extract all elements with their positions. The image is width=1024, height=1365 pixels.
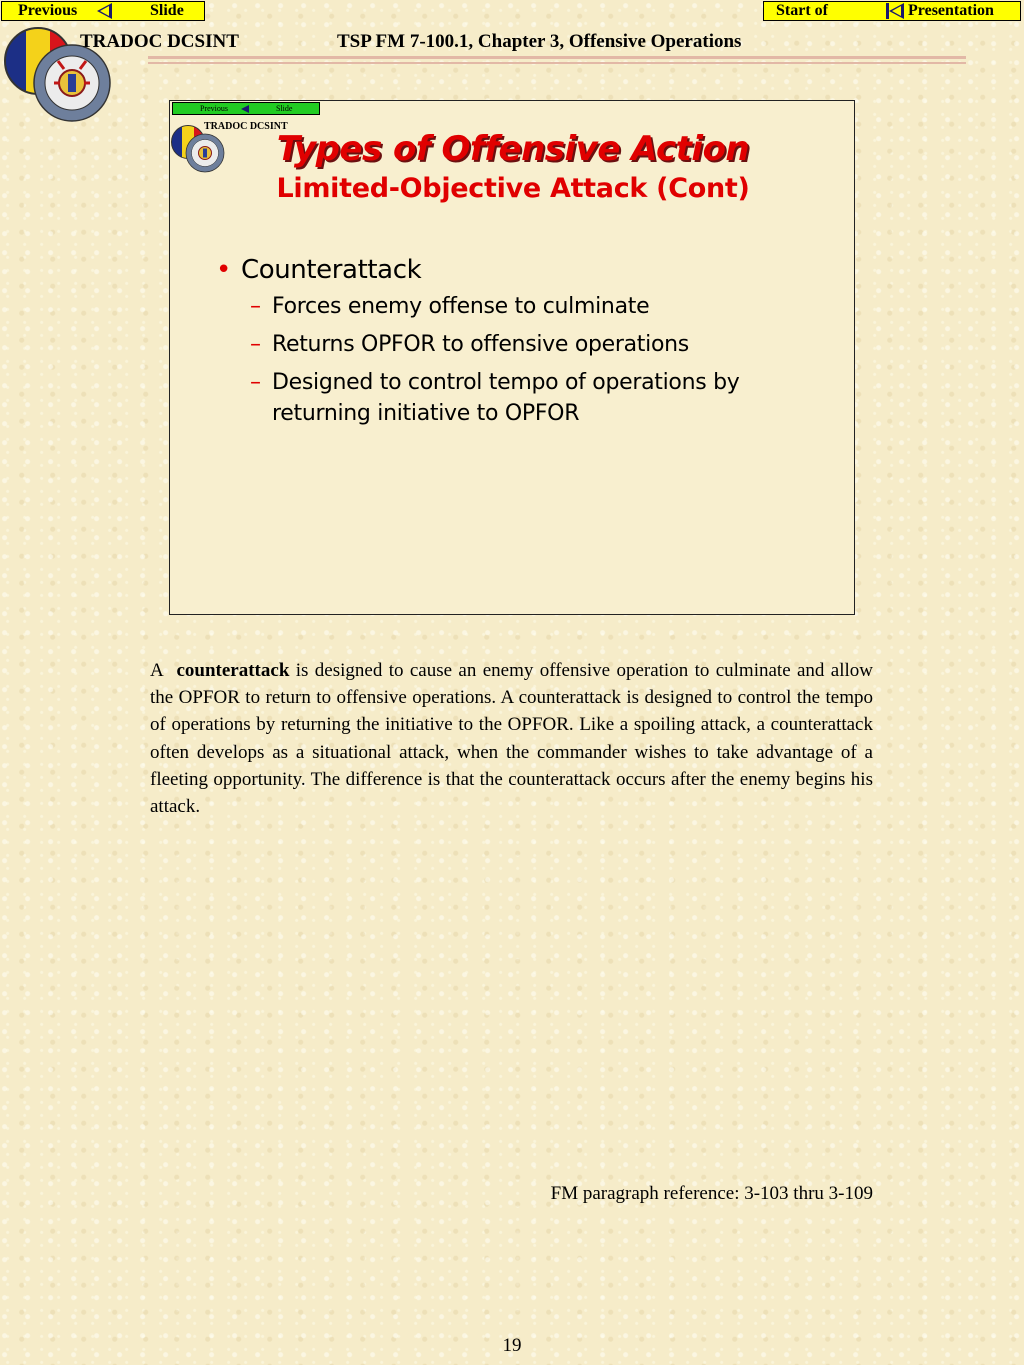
slide-bullet-list xyxy=(216,253,836,429)
slide-org: TRADOC DCSINT xyxy=(204,121,288,132)
fm-reference: FM paragraph reference: 3-103 thru 3-109 xyxy=(550,1183,873,1204)
header-rule-bottom xyxy=(148,62,966,64)
bullet-counterattack xyxy=(216,253,836,287)
first-slide-arrow-icon xyxy=(889,3,904,19)
notes-term: counterattack xyxy=(176,660,290,681)
header-rule-top xyxy=(148,56,966,59)
slide-label: Slide xyxy=(150,2,184,19)
slide-mini-previous-label: Previous xyxy=(200,104,228,113)
previous-label: Previous xyxy=(18,2,78,19)
slide-thumbnail xyxy=(169,100,855,615)
previous-arrow-icon xyxy=(97,3,112,19)
notes-paragraph xyxy=(150,657,873,820)
presentation-label: Presentation xyxy=(908,2,994,19)
sub-bullet-2 xyxy=(250,329,836,360)
sub-bullet-dash-icon: – xyxy=(250,370,261,395)
page-number: 19 xyxy=(502,1335,522,1356)
bullet-dot-icon: • xyxy=(216,255,231,285)
slide-mini-arrow-icon xyxy=(241,105,249,113)
sub-bullet-text: Designed to control tempo of operations by returning initiative to OPFOR xyxy=(272,370,740,426)
slide-subtitle: Limited-Objective Attack (Cont) xyxy=(276,173,750,204)
sub-bullet-dash-icon: – xyxy=(250,294,261,319)
sub-bullet-text: Forces enemy offense to culminate xyxy=(272,294,650,319)
sub-bullet-dash-icon: – xyxy=(250,332,261,357)
header-org: TRADOC DCSINT xyxy=(80,31,239,52)
slide-mini-nav xyxy=(172,102,320,115)
bullet-text: Counterattack xyxy=(240,255,422,285)
previous-slide-button[interactable] xyxy=(1,1,205,21)
start-of-presentation-button[interactable] xyxy=(763,1,1021,21)
slide-mini-slide-label: Slide xyxy=(276,104,293,113)
sub-bullet-text: Returns OPFOR to offensive operations xyxy=(272,332,689,357)
sub-bullet-3 xyxy=(250,367,836,429)
notes-lead: A xyxy=(150,660,164,681)
start-of-label: Start of xyxy=(776,2,828,19)
notes-body: is designed to cause an enemy offensive operation to culminate and allow the OPFOR to return to offensive operations. A counterattack is designed to control the tempo of operations by returning the initiative to the OPFOR. Like a spoiling attack, a counterattack often develops as a situational attack, when the commander wishes to take advantage of a fleeting opportunity. The difference is that the counterattack occurs after the enemy begins his attack. xyxy=(150,660,874,818)
header-document-title: TSP FM 7-100.1, Chapter 3, Offensive Operations xyxy=(337,31,742,52)
slide-title: Types of Offensive Action xyxy=(276,129,750,169)
sub-bullet-1 xyxy=(250,291,836,322)
